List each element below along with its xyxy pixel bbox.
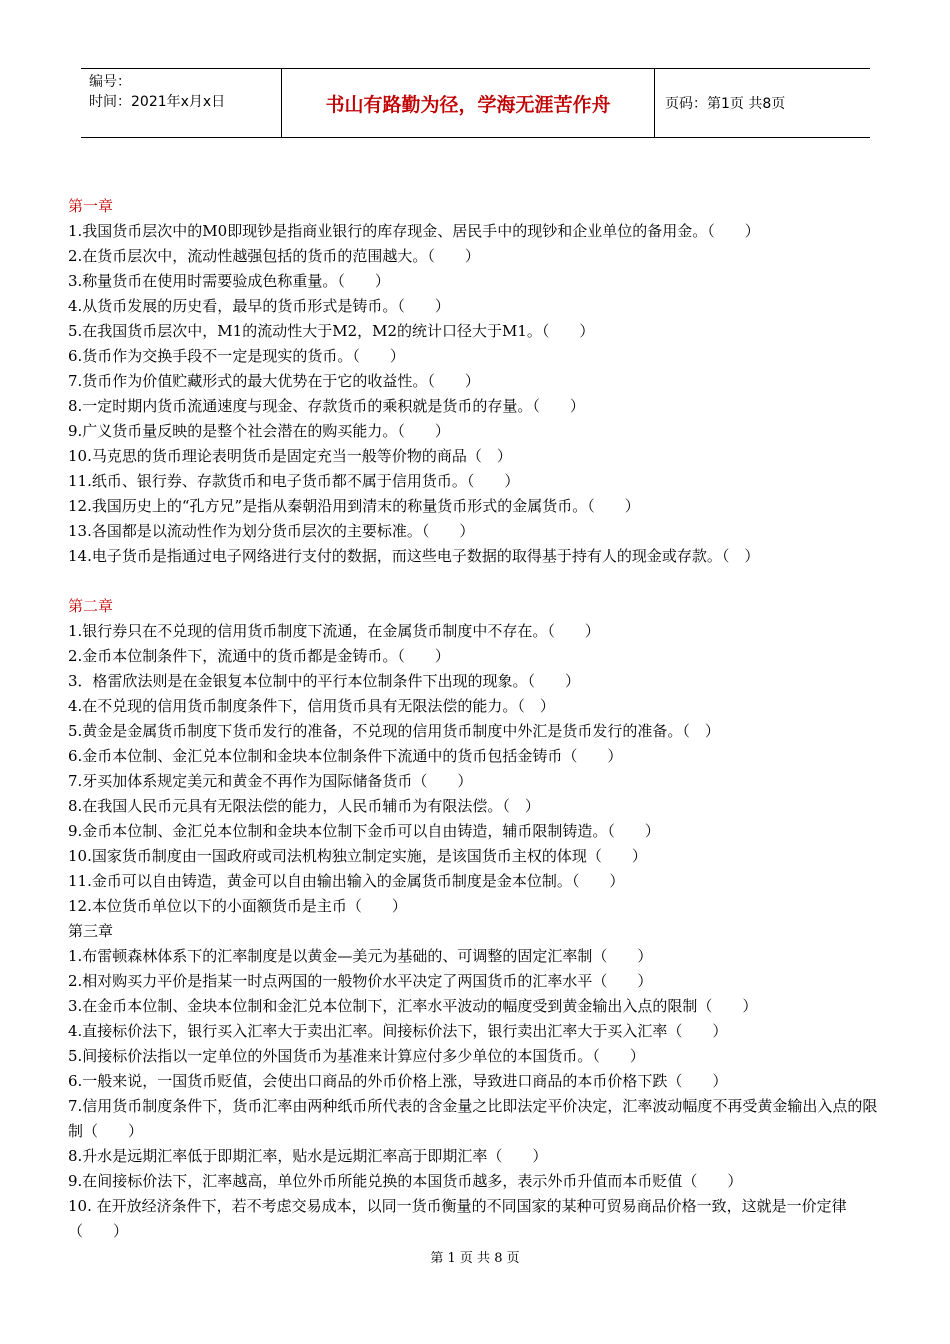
question-item: 8.升水是远期汇率低于即期汇率，贴水是远期汇率高于即期汇率（ ） bbox=[68, 1147, 548, 1165]
question-item: 5.黄金是金属货币制度下货币发行的准备，不兑现的信用货币制度中外汇是货币发行的准备。（ ） bbox=[68, 722, 720, 740]
chapter-2-title: 第二章 bbox=[68, 597, 114, 615]
question-item: 4.直接标价法下，银行买入汇率大于卖出汇率。间接标价法下，银行卖出汇率大于买入汇率（ ） bbox=[68, 1022, 728, 1040]
question-item: 3．格雷欣法则是在金银复本位制中的平行本位制条件下出现的现象。（ ） bbox=[68, 672, 581, 690]
question-item: 9.在间接标价法下，汇率越高，单位外币所能兑换的本国货币越多，表示外币升值而本币贬值（ ） bbox=[68, 1172, 743, 1190]
question-item: 9.金币本位制、金汇兑本位制和金块本位制下金币可以自由铸造，辅币限制铸造。（ ） bbox=[68, 822, 660, 840]
question-item: 7.信用货币制度条件下，货币汇率由两种纸币所代表的含金量之比即法定平价决定，汇率波动幅度不再受黄金输出入点的限制（ ） bbox=[68, 1097, 878, 1140]
question-item: 10.马克思的货币理论表明货币是固定充当一般等价物的商品（ ） bbox=[68, 447, 512, 465]
question-item: 8.一定时期内货币流通速度与现金、存款货币的乘积就是货币的存量。（ ） bbox=[68, 397, 585, 415]
question-item: 5.间接标价法指以一定单位的外国货币为基准来计算应付多少单位的本国货币。（ ） bbox=[68, 1047, 645, 1065]
question-item: 2.金币本位制条件下，流通中的货币都是金铸币。（ ） bbox=[68, 647, 450, 665]
page-footer: 第 1 页 共 8 页 bbox=[430, 1251, 520, 1266]
question-item: 1.我国货币层次中的M0即现钞是指商业银行的库存现金、居民手中的现钞和企业单位的备用金。（ ） bbox=[68, 222, 760, 240]
question-item: 11.纸币、银行券、存款货币和电子货币都不属于信用货币。（ ） bbox=[68, 472, 520, 490]
document-time-label: 时间：2021年x月x日 bbox=[89, 94, 226, 110]
chapter-1-title: 第一章 bbox=[68, 197, 114, 215]
question-item: 13.各国都是以流动性作为划分货币层次的主要标准。（ ） bbox=[68, 522, 475, 540]
question-item: 6.货币作为交换手段不一定是现实的货币。（ ） bbox=[68, 347, 405, 365]
question-item: 2.相对购买力平价是指某一时点两国的一般物价水平决定了两国货币的汇率水平（ ） bbox=[68, 972, 653, 990]
header-motto: 书山有路勤为径，学海无涯苦作舟 bbox=[282, 69, 655, 137]
document-body bbox=[68, 194, 883, 1244]
question-item: 9.广义货币量反映的是整个社会潜在的购买能力。（ ） bbox=[68, 422, 450, 440]
question-item: 1.布雷顿森林体系下的汇率制度是以黄金—美元为基础的、可调整的固定汇率制（ ） bbox=[68, 947, 653, 965]
question-item: 4.从货币发展的历史看，最早的货币形式是铸币。（ ） bbox=[68, 297, 450, 315]
question-item: 1.银行券只在不兑现的信用货币制度下流通，在金属货币制度中不存在。（ ） bbox=[68, 622, 600, 640]
question-item: 10. 在开放经济条件下，若不考虑交易成本，以同一货币衡量的不同国家的某种可贸易商品价格一致，这就是一价定律（ ） bbox=[68, 1197, 847, 1240]
spacer bbox=[68, 569, 883, 594]
question-item: 4.在不兑现的信用货币制度条件下，信用货币具有无限法偿的能力。（ ） bbox=[68, 697, 555, 715]
question-item: 10.国家货币制度由一国政府或司法机构独立制定实施，是该国货币主权的体现（ ） bbox=[68, 847, 647, 865]
question-item: 6.金币本位制、金汇兑本位制和金块本位制条件下流通中的货币包括金铸币（ ） bbox=[68, 747, 623, 765]
page-header bbox=[81, 68, 870, 138]
question-item: 12.我国历史上的“孔方兄”是指从秦朝沿用到清末的称量货币形式的金属货币。（ ） bbox=[68, 497, 640, 515]
question-item: 8.在我国人民币元具有无限法偿的能力，人民币辅币为有限法偿。（ ） bbox=[68, 797, 540, 815]
chapter-3-title: 第三章 bbox=[68, 922, 114, 940]
header-page-info: 页码：第1页 共8页 bbox=[665, 96, 786, 112]
document-number-label: 编号： bbox=[89, 74, 131, 90]
question-item: 7.牙买加体系规定美元和黄金不再作为国际储备货币（ ） bbox=[68, 772, 473, 790]
header-meta bbox=[81, 69, 282, 137]
question-item: 3.称量货币在使用时需要验成色称重量。（ ） bbox=[68, 272, 390, 290]
question-item: 14.电子货币是指通过电子网络进行支付的数据，而这些电子数据的取得基于持有人的现金或存款。（ ） bbox=[68, 547, 760, 565]
question-item: 3.在金币本位制、金块本位制和金汇兑本位制下，汇率水平波动的幅度受到黄金输出入点的限制（ ） bbox=[68, 997, 758, 1015]
question-item: 2.在货币层次中，流动性越强包括的货币的范围越大。（ ） bbox=[68, 247, 480, 265]
question-item: 12.本位货币单位以下的小面额货币是主币（ ） bbox=[68, 897, 407, 915]
question-item: 5.在我国货币层次中，M1的流动性大于M2，M2的统计口径大于M1。（ ） bbox=[68, 322, 595, 340]
question-item: 7.货币作为价值贮藏形式的最大优势在于它的收益性。（ ） bbox=[68, 372, 480, 390]
question-item: 11.金币可以自由铸造，黄金可以自由输出输入的金属货币制度是金本位制。（ ） bbox=[68, 872, 625, 890]
question-item: 6.一般来说，一国货币贬值，会使出口商品的外币价格上涨，导致进口商品的本币价格下跌（ ） bbox=[68, 1072, 728, 1090]
